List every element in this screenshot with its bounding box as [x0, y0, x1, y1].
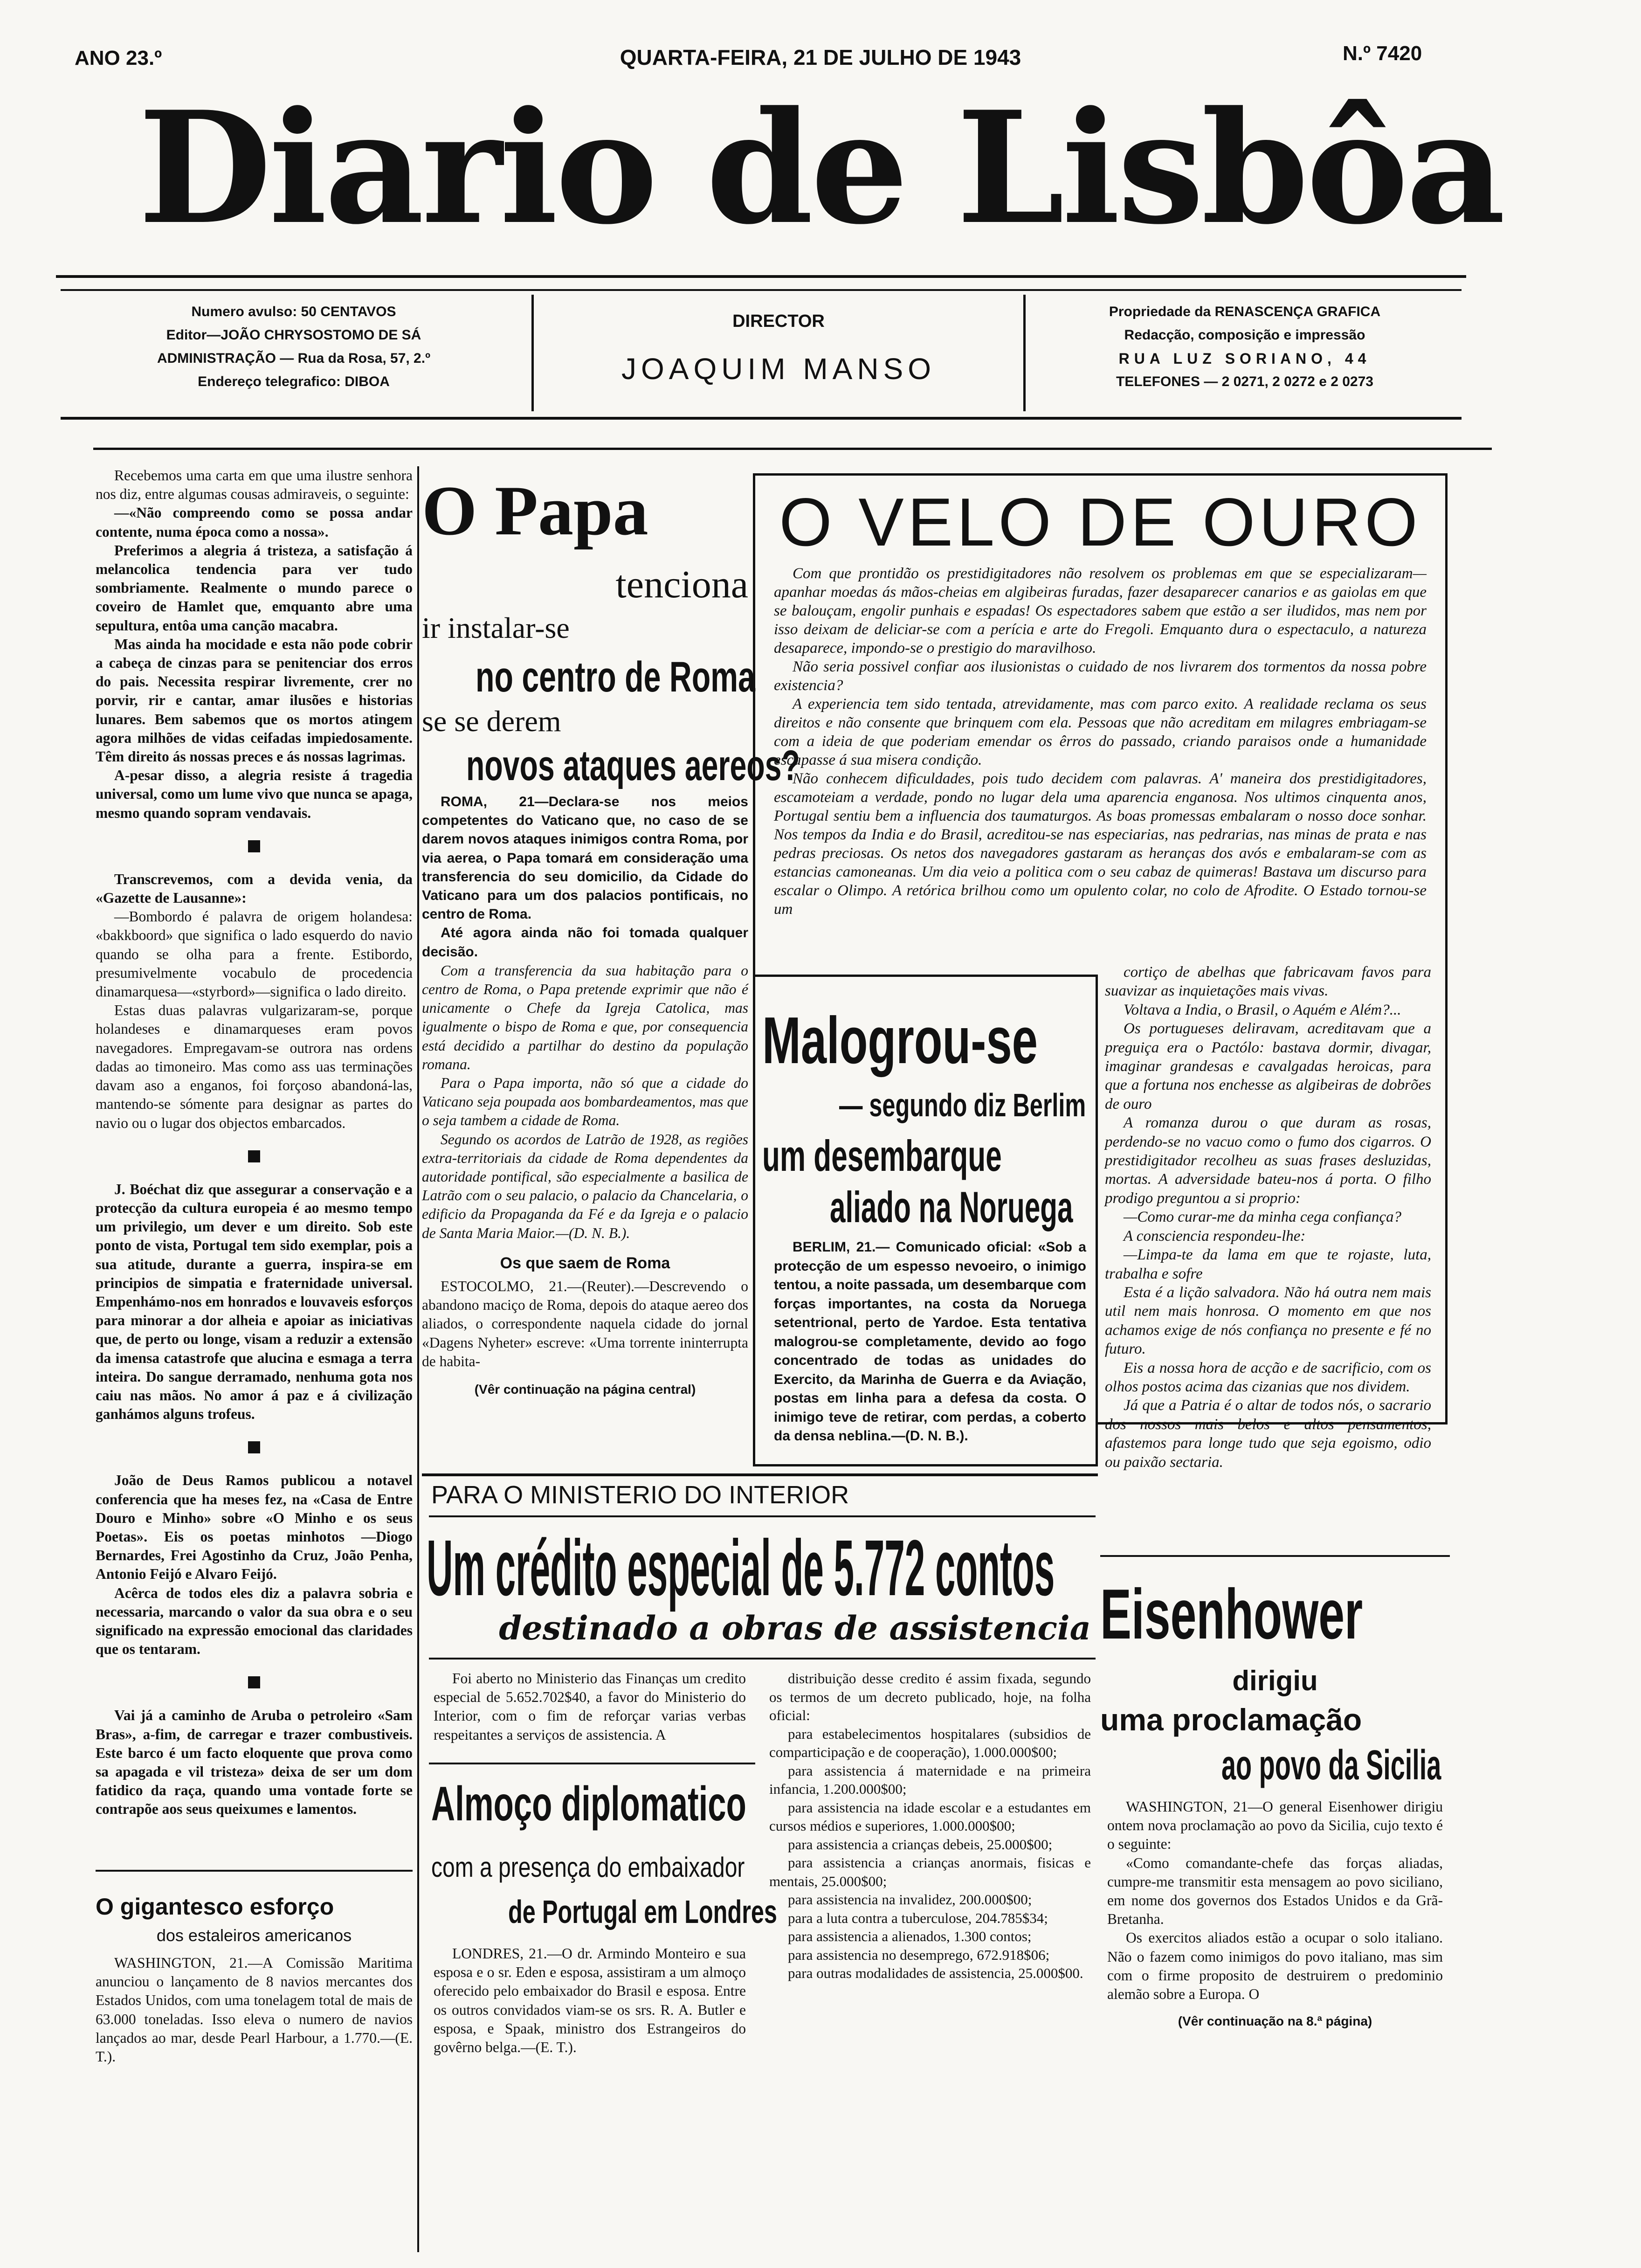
velo-body [774, 564, 1427, 919]
malogrou-headline-2: — segundo diz Berlim [839, 1087, 1086, 1123]
continuation-note: (Vêr continuação na página central) [474, 1382, 696, 1397]
column-rule [417, 466, 419, 2252]
almoco-headline-3: de Portugal em Londres [508, 1894, 777, 1930]
article-paragraph: Segundo os acordos de Latrão de 1928, as regiões extra-territoriais da cidade de Roma dependentes da autoridade pontifical, são especialmente a basilica de Latrão com o seu palacio, o palacio da Chancelaria, o edificio da Propaganda da Fé e da Igreja e o palacio de Santa Maria Maior.—(D. N. B.). [422, 1131, 748, 1241]
article-paragraph: A consciencia respondeu-lhe: [1124, 1227, 1306, 1245]
section-rule [429, 1658, 1096, 1660]
papa-headline-2: tenciona [615, 563, 748, 606]
credito-item: distribuição desse credito é assim fixada, segundo os termos de um decreto publicado, hoje, na folha oficial: [769, 1670, 1091, 1723]
infobar-top-rule [56, 275, 1466, 278]
article-paragraph: «Como comandante-chefe das forças aliadas, cumpre-me transmitir esta mensagem ao povo siciliano, em nome dos governos dos Estados Unidos e da Grã-Bretanha. [1107, 1854, 1443, 1928]
malogrou-headline-1: Malogrou-se [762, 1003, 1038, 1078]
article-paragraph: —Como curar-me da minha cega confiança? [1124, 1209, 1401, 1226]
article-paragraph: A experiencia tem sido tentada, atrevidamente, mas com parco exito. A realidade reclama os seus direitos e não consente que brinquem com ela. Pessoas que não acreditam em milagres embriagam-se com a ideia de que poderiam emendar os êrros do passado, criando paraisos onde a humanidade escapasse á sua misera condição. [774, 696, 1427, 768]
velo-headline: O VELO DE OURO [779, 484, 1421, 560]
article-paragraph: BERLIM, 21.— Comunicado oficial: «Sob a protecção de um espesso nevoeiro, o inimigo tentou, a noite passada, um desembarque com forças importantes, na costa da Noruega setentrional, perto de Yardoe. Esta tentativa malogrou-se completamente, devido ao fogo concentrado de todas as unidades do Exercito, da Marinha de Guerra e da Aviação, postas em linha para a defesa da costa. O inimigo teve de retirar, com perdas, a coberto da densa neblina.—(D. N. B.). [774, 1239, 1086, 1444]
article-paragraph: Vai já a caminho de Aruba o petroleiro «Sam Bras», a-fim, de carregar e trazer combustiveis. Este barco é um facto eloquente que prova como sa apagada e vil tristeza» deixa de ser um dom fatidico da raça, quando uma vontade forte se contrapõe aos seus queixumes e lamentos. [96, 1707, 413, 1818]
article-paragraph: Transcrevemos, com a devida venia, da «Gazette de Lausanne»: [96, 871, 413, 906]
credito-item: para assistencia a crianças anormais, fisicas e mentais, 25.000$00; [769, 1854, 1091, 1889]
credito-subheadline: destinado a obras de assistencia [499, 1609, 1091, 1647]
papa-headline-6: novos ataques aereos? [466, 742, 800, 789]
article-paragraph: Com que prontidão os prestidigitadores não resolvem os problemas em que se especializaram—apanhar moedas ás mãos-cheias em algibeiras furadas, fazer desaparecer canarios e as gaiolas em que se balouçam, engolir punhais e espadas! Os espectadores sabem que estão a ser iludidos, mas nem por isso deixam de deliciar-se com a perícia e arte do Fregoli. Emquanto dura o espectaculo, a natureza desaparece, impondo-se o prestigio do maravilhoso. [774, 565, 1427, 657]
infobar-left-line: Numero avulso: 50 CENTAVOS [191, 304, 396, 319]
eisenhower-headline-1: Eisenhower [1100, 1575, 1363, 1654]
esforco-body [96, 1954, 413, 2066]
infobar-left-line: Editor—JOÃO CHRYSOSTOMO DE SÁ [166, 327, 421, 343]
article-paragraph: Eis a nossa hora de acção e de sacrificio, com os olhos postos acima das cizanias que nos dividem. [1105, 1359, 1431, 1395]
section-rule [422, 1473, 1098, 1476]
papa-headline-4: no centro de Roma [476, 653, 755, 701]
section-rule [96, 1870, 413, 1872]
section-rule [429, 1763, 755, 1764]
credito-item: para assistencia a alienados, 1.300 contos; [788, 1928, 1032, 1944]
article-paragraph: LONDRES, 21.—O dr. Armindo Monteiro e sua esposa e o sr. Eden e esposa, assistiram a um almoço oferecido pelo embaixador do Brasil e esposa. Entre os outros convidados viam-se os srs. R. A. Butler e esposa, e Spaak, ministro dos Estrangeiros do govêrno belga.—(E. T.). [434, 1945, 746, 2056]
article-paragraph: João de Deus Ramos publicou a notavel conferencia que ha meses fez, na «Casa de Entre Douro e Minho» sobre «O Minho e os seus Poetas». Eis os poetas minhotos —Diogo Bernardes, Frei Agostinho da Cruz, João Penha, Antonio Feijó e Alvaro Feijó. [96, 1472, 413, 1583]
papa-headline-3: ir instalar-se [422, 611, 570, 644]
credito-item: para estabelecimentos hospitalares (subsidios de comparticipação e de cooperação), 1.000.000$00; [769, 1725, 1091, 1760]
article-paragraph: A romanza durou o que duram as rosas, perdendo-se no vacuo como o fumo dos cigarros. O prestidigitador recolheu as suas frases desluzidas, mortas. A adversidade bateu-nos á porta. O filho prodigo preguntou a si proprio: [1105, 1114, 1431, 1207]
article-lead: Até agora ainda não foi tomada qualquer decisão. [422, 925, 748, 960]
eisenhower-headline-2: dirigiu [1232, 1665, 1318, 1696]
credito-item: para outras modalidades de assistencia, 25.000$00. [788, 1965, 1083, 1981]
section-rule [1100, 1555, 1450, 1557]
article-lead: ROMA, 21—Declara-se nos meios competentes do Vaticano que, no caso de se darem novos ataques inimigos contra Roma, por via aerea, o Papa tomará em consideração uma transferencia do seu domicilio, da Cidade do Vaticano para um dos palacios pontificais, no centro de Roma. [422, 794, 748, 922]
article-paragraph: —Limpa-te da lama em que te rojaste, luta, trabalha e sofre [1105, 1246, 1431, 1282]
infobar-right [1028, 300, 1462, 394]
issue-number: N.º 7420 [1343, 42, 1422, 65]
credito-kicker: PARA O MINISTERIO DO INTERIOR [431, 1481, 849, 1509]
almoco-headline-2: com a presença do embaixador [431, 1852, 745, 1883]
article-paragraph: Não conhecem dificuldades, pois tudo decidem com palavras. A' maneira dos prestidigitadores, escamoteiam a verdade, pondo no lugar dela uma aparencia enganosa. Nos ultimos cinquenta anos, Portugal sentiu bem a influencia dos taumaturgos. As boas promessas embalaram o nosso doce sonhar. Nos tempos da India e do Brasil, acreditou-se nas especiarias, nas pedrarias, nas minas de prata e nas pedras preciosas. Os netos dos navegadores gastaram as heranças dos avós e embalaram-se com as estancias camoneanas. Um dia veio a politica com o seu cabaz de quimeras! Bastava um discurso para escalar o Olimpo. A retórica brilhou como um opulento colar, no colo de Afrodite. O Estado tornou-se um [774, 770, 1427, 918]
infobar-left-line: ADMINISTRAÇÃO — Rua da Rosa, 57, 2.º [157, 351, 431, 366]
infobar-left [61, 300, 527, 394]
section-bullet [248, 1150, 260, 1162]
article-paragraph: Os exercitos aliados estão a ocupar o solo italiano. Não o fazem como inimigos do povo italiano, mas sim com o firme proposito de destruirem o predominio alemão sobre a Europa. O [1107, 1929, 1443, 2003]
article-paragraph: A-pesar disso, a alegria resiste á tragedia universal, como um lume vivo que nunca se apaga, mesmo quando sopram vendavais. [96, 767, 413, 821]
section-rule [429, 1515, 1096, 1517]
infobar-left-line: Endereço telegrafico: DIBOA [198, 374, 390, 389]
article-paragraph: Voltava a India, o Brasil, o Aquém e Além?... [1124, 1001, 1401, 1018]
credito-item: para assistencia na invalidez, 200.000$00; [788, 1891, 1032, 1908]
article-paragraph: Recebemos uma carta em que uma ilustre senhora nos diz, entre algumas cousas admiraveis, o seguinte: [96, 467, 413, 503]
section-bullet [248, 840, 260, 852]
credito-headline: Um crédito especial de 5.772 contos [427, 1524, 1055, 1612]
eisenhower-body [1107, 1798, 1443, 2031]
malogrou-headline-3: um desembarque [762, 1131, 1002, 1180]
credito-item: para assistencia á maternidade e na primeira infancia, 1.200.000$00; [769, 1762, 1091, 1797]
esforco-headline: O gigantesco esforço [96, 1894, 334, 1920]
article-paragraph: Com a transferencia da sua habitação para o centro de Roma, o Papa pretende exprimir que não é unicamente o Chefe da Igreja Catolica, mas igualmente o bispo de Roma e que, por consequencia está decidido a partilhar do destino da população romana. [422, 962, 748, 1072]
article-paragraph: Acêrca de todos eles diz a palavra sobria e necessaria, marcando o valor da sua obra e o seu significado na expressão emocional das claridades que os tentaram. [96, 1584, 413, 1658]
article-paragraph: cortiço de abelhas que fabricavam favos para suavizar as inquietações mais vivas. [1105, 964, 1431, 1000]
article-paragraph: WASHINGTON, 21.—A Comissão Maritima anunciou o lançamento de 8 navios mercantes dos Estados Unidos, com uma tonelagem total de mais de 63.000 toneladas. Isso eleva o numero de navios lançados ao mar, desde Pearl Harbour, a 1.770.—(E. T.). [96, 1955, 413, 2065]
infobar-right-line: RUA LUZ SORIANO, 44 [1118, 350, 1371, 367]
credito-item: para assistencia no desemprego, 672.918$06; [788, 1946, 1050, 1963]
malogrou-body [774, 1238, 1086, 1446]
infobar-right-line: Propriedade da RENASCENÇA GRAFICA [1109, 304, 1381, 319]
article-paragraph: WASHINGTON, 21—O general Eisenhower dirigiu ontem nova proclamação ao povo da Sicilia, cujo texto é o seguinte: [1107, 1798, 1443, 1853]
almoco-headline-1: Almoço diplomatico [431, 1777, 746, 1831]
credito-item: para assistencia na idade escolar e a estudantes em cursos médios e superiores, 1.000.000$00; [769, 1799, 1091, 1834]
article-paragraph: Já que a Patria é o altar de todos nós, o sacrario dos nossos mais belos e altos pensamentos, afastemos para longe tudo que seja egoismo, odio ou paixão sectaria. [1105, 1397, 1431, 1471]
eisenhower-headline-3: uma proclamação [1100, 1702, 1362, 1737]
credito-item: para assistencia a crianças debeis, 25.000$00; [788, 1836, 1053, 1853]
credito-body-left [434, 1669, 746, 1744]
velo-body-continued [1105, 963, 1431, 1472]
almoco-body [434, 1944, 746, 2057]
article-paragraph: Os portugueses deliravam, acreditavam que a preguiça era o Pactólo: bastava dormir, divagar, imaginar grandesas e cavalgadas heroicas, para que a fortuna nos enchesse as algibeiras de dobrões de ouro [1105, 1020, 1431, 1113]
article-paragraph: J. Boéchat diz que assegurar a conservação e a protecção da cultura europeia é ao mesmo tempo um privilegio, um dever e um direito. Sob este ponto de vista, Portugal tem sido exemplar, pois a sua atitude, durante a guerra, inspira-se em principios de simpatia e fraternidade universal. Empenhámo-nos em honrados e louvaveis esforços para minorar a dor alheia e apoiar as iniciativas que, de perto ou longe, visam a reduzir a extensão da imensa catastrofe que alucina e esmaga a terra inteira. Do sangue derramado, nenhuma gota nos caiu nas mãos. No amor á paz e á civilização ganhámos alguns trofeus. [96, 1181, 413, 1423]
article-paragraph: Não seria possivel confiar aos ilusionistas o cuidado de nos livrarem dos tormentos da nossa pobre existencia? [774, 658, 1427, 694]
continuation-note: (Vêr continuação na 8.ª página) [1178, 2014, 1372, 2029]
malogrou-headline-4: aliado na Noruega [830, 1182, 1073, 1231]
article-paragraph: Esta é a lição salvadora. Não há outra nem mais util nem mais honrosa. O momento em que nos achamos exige de nós confiança no presente e fé no futuro. [1105, 1284, 1431, 1358]
papa-body [422, 793, 748, 1399]
content-top-rule [93, 448, 1492, 450]
year-label: ANO 23.º [75, 47, 162, 69]
infobar-right-line: TELEFONES — 2 0271, 2 0272 e 2 0273 [1116, 374, 1373, 389]
director-name: JOAQUIM MANSO [621, 352, 936, 386]
credito-body-right [769, 1669, 1091, 1983]
infobar-divider [1023, 295, 1026, 411]
article-paragraph: Mas ainda ha mocidade e esta não pode cobrir a cabeça de cinzas para se penitenciar dos erros do pais. Necessita respirar livremente, crer no porvir, rir e cantar, amar ilusões e historias lunares. Bem sabemos que os mortos atingem agora milhões de vidas ceifadas impiedosamente. Têm direito ás nossas preces e ás nossas lagrimas. [96, 636, 413, 765]
credito-item: para a luta contra a tuberculose, 204.785$34; [788, 1909, 1048, 1926]
section-bullet [248, 1441, 260, 1453]
director-label: DIRECTOR [732, 311, 825, 331]
article-paragraph: Preferimos a alegria á tristeza, a satisfação á melancolica tendencia para ver tudo sombriamente. Realmente o mundo parece o coveiro de Hamlet que, emquanto abre uma sepultura, entôa uma canção macabra. [96, 542, 413, 634]
masthead-title: Diario de Lisbôa [138, 77, 1503, 258]
esforco-subheadline: dos estaleiros americanos [156, 1926, 352, 1945]
article-paragraph: Para o Papa importa, não só que a cidade do Vaticano seja poupada aos bombardeamentos, mas que o seja tambem a cidade de Roma. [422, 1075, 748, 1129]
article-paragraph: Estas duas palavras vulgarizaram-se, porque holandeses e dinamarqueses eram povos navegadores. Empregavam-se outrora nas ordens dadas ao timoneiro. Mas como ass uas terminações davam aso a enganos, foi forçoso abandoná-las, mantendo-se sómente para designar as partes do navio ou o lugar dos objectos embarcados. [96, 1002, 413, 1131]
papa-subheadline: Os que saem de Roma [500, 1254, 670, 1272]
article-paragraph: Foi aberto no Ministerio das Finanças um credito especial de 5.652.702$40, a favor do Ministerio do Interior, com o fim de reforçar varias verbas respeitantes a serviços de assistencia. A [434, 1670, 746, 1743]
column-left [96, 466, 413, 1819]
eisenhower-headline-4: ao povo da Sicilia [1221, 1742, 1441, 1789]
article-paragraph: —«Não compreendo como se possa andar contente, numa época como a nossa». [96, 505, 413, 540]
papa-headline-5: se se derem [422, 705, 561, 738]
article-paragraph: ESTOCOLMO, 21.—(Reuter).—Descrevendo o abandono maciço de Roma, depois do ataque aereo dos aliados, o correspondente naquela cidade do jornal «Dagens Nyheter» escreve: «Uma torrente ininterrupta de habita- [422, 1278, 748, 1369]
papa-headline-1: O Papa [422, 471, 648, 550]
infobar [61, 289, 1462, 420]
section-bullet [248, 1676, 260, 1688]
infobar-right-line: Redacção, composição e impressão [1124, 327, 1365, 343]
article-paragraph: —Bombordo é palavra de origem holandesa: «bakkboord» que significa o lado esquerdo do navio quando se olha para a frente. Estibordo, presumivelmente vocabulo de procedencia dinamarquesa—«styrbord»—significa o lado direito. [96, 908, 413, 1000]
issue-date: QUARTA-FEIRA, 21 DE JULHO DE 1943 [620, 45, 1021, 69]
